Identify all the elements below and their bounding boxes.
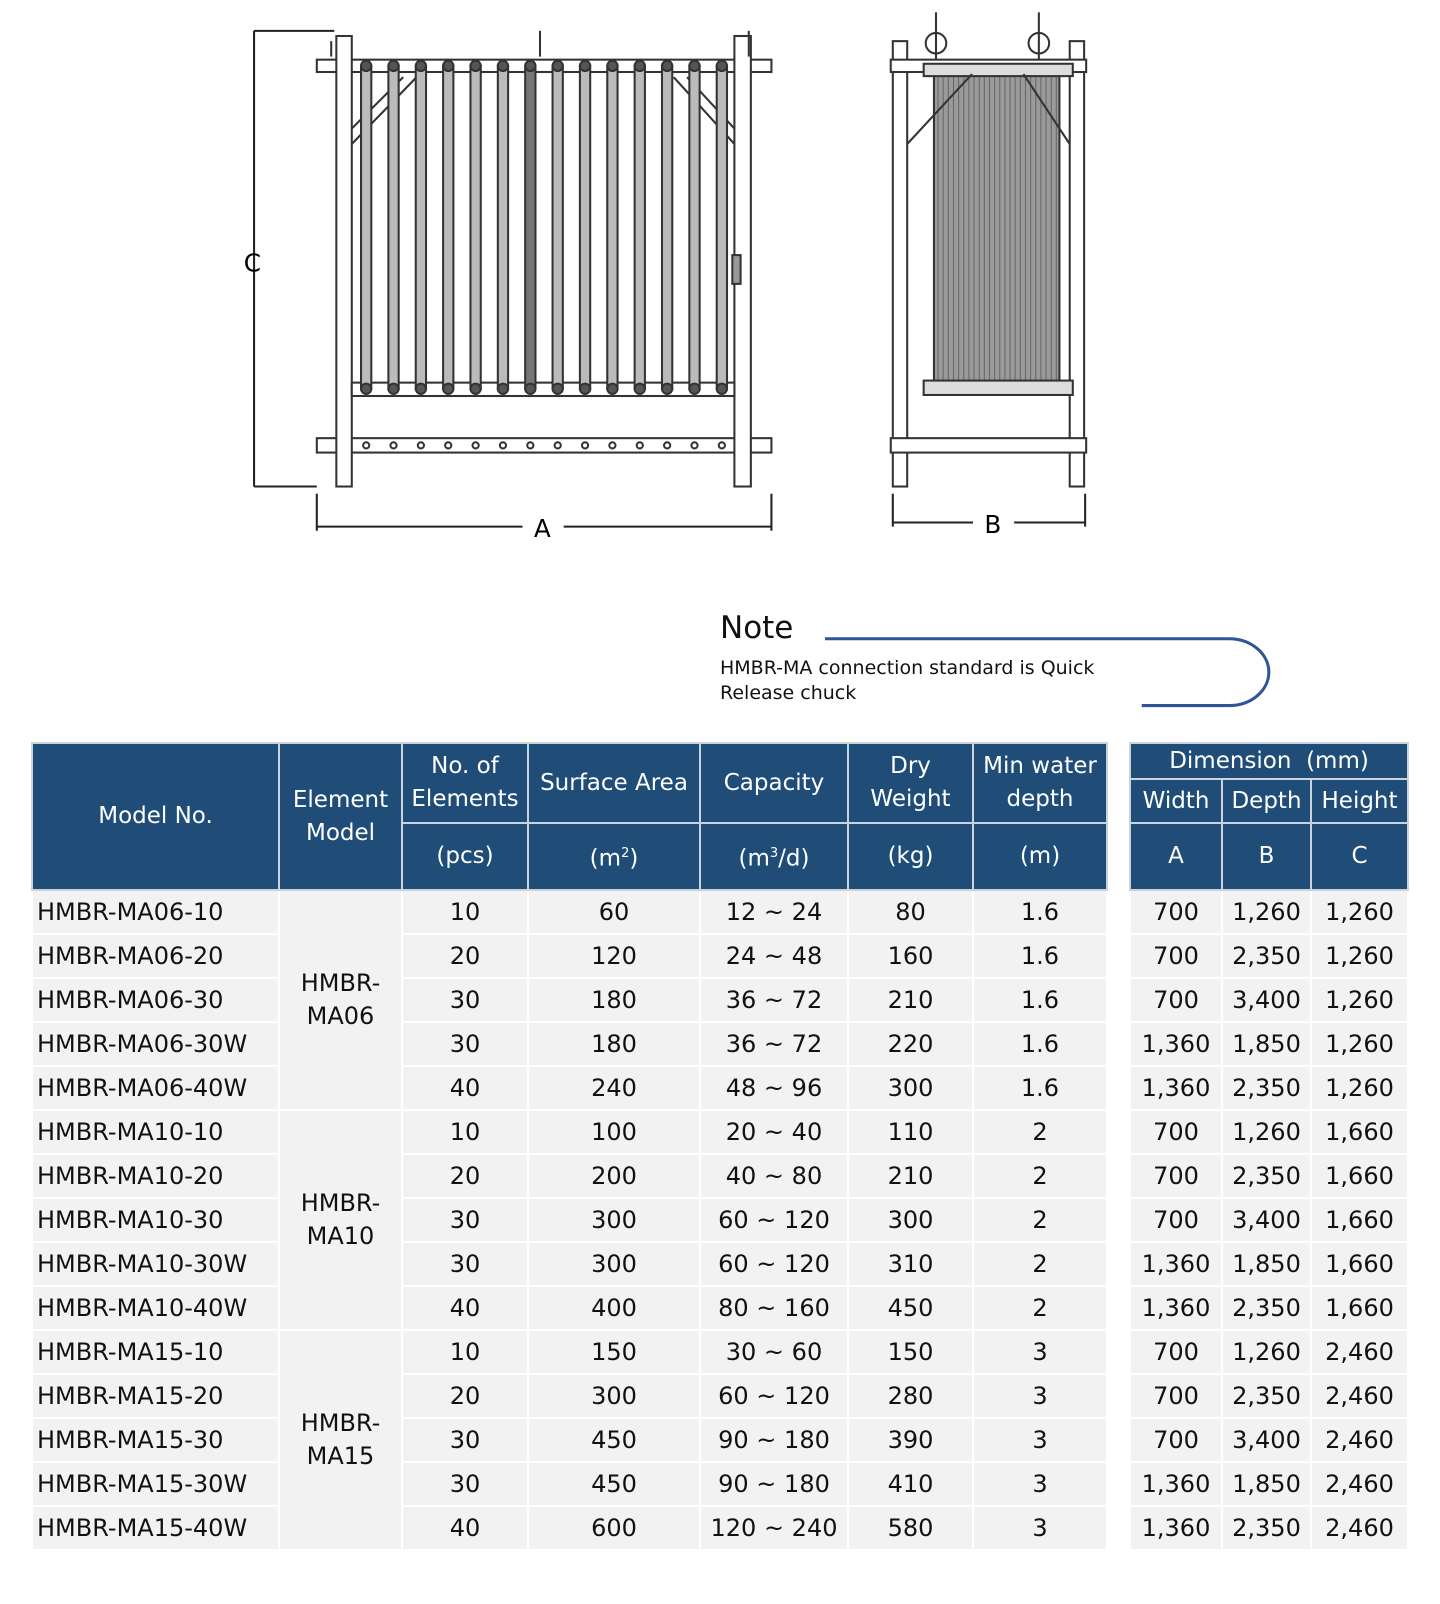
cell-height-c: 1,660: [1311, 1242, 1408, 1286]
element-connector: [607, 384, 617, 394]
cell-dry-weight: 110: [848, 1110, 973, 1154]
element-connector: [662, 61, 672, 71]
table-row: [32, 1110, 1107, 1154]
header-model-no: Model No.: [32, 743, 279, 890]
cell-model-no: HMBR-MA15-30: [32, 1418, 279, 1462]
cell-height-c: 1,660: [1311, 1154, 1408, 1198]
cell-width-a: 1,360: [1130, 1286, 1222, 1330]
cell-depth-b: 1,850: [1222, 1022, 1311, 1066]
cell-depth-b: 1,260: [1222, 890, 1311, 934]
cell-elements: 20: [402, 1154, 528, 1198]
table-row: [1130, 1154, 1408, 1198]
cell-width-a: 700: [1130, 1154, 1222, 1198]
header-min-water-depth: Min water depth: [973, 743, 1107, 823]
cell-dry-weight: 450: [848, 1286, 973, 1330]
cell-elements: 10: [402, 890, 528, 934]
membrane-element: [717, 66, 727, 389]
cell-surface-area: 450: [528, 1462, 700, 1506]
cell-model-no: HMBR-MA10-40W: [32, 1286, 279, 1330]
cell-width-a: 1,360: [1130, 1022, 1222, 1066]
cell-model-no: HMBR-MA06-30W: [32, 1022, 279, 1066]
cell-depth-b: 2,350: [1222, 1154, 1311, 1198]
table-row: [1130, 934, 1408, 978]
table-row: [1130, 1462, 1408, 1506]
cell-depth-b: 3,400: [1222, 1198, 1311, 1242]
cell-height-c: 2,460: [1311, 1330, 1408, 1374]
membrane-element: [635, 66, 645, 389]
element-connector: [525, 61, 535, 71]
table-row: [32, 1374, 1107, 1418]
header-c: C: [1311, 823, 1408, 890]
element-connector: [361, 384, 371, 394]
table-row: [32, 1198, 1107, 1242]
cell-dry-weight: 280: [848, 1374, 973, 1418]
cell-surface-area: 60: [528, 890, 700, 934]
front-view: [317, 31, 772, 487]
cell-depth-b: 2,350: [1222, 1506, 1311, 1550]
cell-dry-weight: 300: [848, 1198, 973, 1242]
cell-elements: 20: [402, 1374, 528, 1418]
table-row: [1130, 1066, 1408, 1110]
cell-capacity: 48 ~ 96: [700, 1066, 848, 1110]
unit-kg: (kg): [848, 823, 973, 890]
table-row: [32, 1418, 1107, 1462]
cell-model-no: HMBR-MA15-20: [32, 1374, 279, 1418]
cell-surface-area: 100: [528, 1110, 700, 1154]
cell-depth-b: 3,400: [1222, 1418, 1311, 1462]
cell-surface-area: 300: [528, 1242, 700, 1286]
cell-min-water-depth: 2: [973, 1154, 1107, 1198]
cell-width-a: 1,360: [1130, 1242, 1222, 1286]
cell-width-a: 700: [1130, 934, 1222, 978]
cell-depth-b: 2,350: [1222, 1066, 1311, 1110]
cell-width-a: 700: [1130, 1198, 1222, 1242]
element-connector: [689, 384, 699, 394]
element-connector: [388, 61, 398, 71]
cell-min-water-depth: 3: [973, 1462, 1107, 1506]
cell-surface-area: 400: [528, 1286, 700, 1330]
table-row: [32, 1330, 1107, 1374]
cell-model-no: HMBR-MA06-40W: [32, 1066, 279, 1110]
cell-dry-weight: 210: [848, 1154, 973, 1198]
membrane-element: [689, 66, 699, 389]
cell-capacity: 90 ~ 180: [700, 1462, 848, 1506]
element-connector: [470, 61, 480, 71]
cell-elements: 30: [402, 1198, 528, 1242]
cell-min-water-depth: 2: [973, 1110, 1107, 1154]
cell-element-model: HMBR- MA06: [279, 890, 402, 1110]
cell-surface-area: 120: [528, 934, 700, 978]
cell-width-a: 1,360: [1130, 1506, 1222, 1550]
cell-min-water-depth: 2: [973, 1286, 1107, 1330]
membrane-element: [416, 66, 426, 389]
membrane-element: [470, 66, 480, 389]
header-capacity: Capacity: [700, 743, 848, 823]
table-row: [32, 1506, 1107, 1550]
cell-model-no: HMBR-MA15-40W: [32, 1506, 279, 1550]
cell-height-c: 1,260: [1311, 890, 1408, 934]
cell-capacity: 40 ~ 80: [700, 1154, 848, 1198]
table-row: [32, 934, 1107, 978]
table-row: [1130, 1242, 1408, 1286]
element-connector: [498, 384, 508, 394]
cell-elements: 30: [402, 1022, 528, 1066]
cell-dry-weight: 300: [848, 1066, 973, 1110]
cell-depth-b: 1,850: [1222, 1462, 1311, 1506]
table-row: [1130, 1022, 1408, 1066]
cell-elements: 10: [402, 1330, 528, 1374]
membrane-elements: [361, 61, 727, 394]
element-connector: [580, 384, 590, 394]
membrane-element: [361, 66, 371, 389]
header-dimension: Dimension (mm): [1130, 743, 1408, 779]
cell-height-c: 2,460: [1311, 1506, 1408, 1550]
cell-elements: 30: [402, 1462, 528, 1506]
cell-capacity: 60 ~ 120: [700, 1198, 848, 1242]
dimension-c-label: C: [243, 248, 262, 278]
cell-dry-weight: 160: [848, 934, 973, 978]
table-row: [1130, 1418, 1408, 1462]
cell-width-a: 700: [1130, 1110, 1222, 1154]
header-width: Width: [1130, 779, 1222, 823]
cell-capacity: 24 ~ 48: [700, 934, 848, 978]
header-b: B: [1222, 823, 1311, 890]
element-connector: [388, 384, 398, 394]
note-text: HMBR-MA connection standard is Quick Release chuck: [720, 657, 1095, 704]
note: [720, 610, 1140, 706]
cell-model-no: HMBR-MA15-30W: [32, 1462, 279, 1506]
cell-model-no: HMBR-MA06-10: [32, 890, 279, 934]
table-row: [1130, 890, 1408, 934]
cell-width-a: 700: [1130, 978, 1222, 1022]
unit-m2: $(m^2)$: [528, 823, 700, 890]
membrane-element: [525, 66, 535, 389]
element-connector: [717, 61, 727, 71]
cell-width-a: 1,360: [1130, 1462, 1222, 1506]
cell-width-a: 700: [1130, 1374, 1222, 1418]
cell-min-water-depth: 1.6: [973, 934, 1107, 978]
cell-capacity: 36 ~ 72: [700, 978, 848, 1022]
dimension-table: [1129, 742, 1409, 1551]
table-row: [32, 1286, 1107, 1330]
cell-model-no: HMBR-MA10-10: [32, 1110, 279, 1154]
cell-width-a: 700: [1130, 1418, 1222, 1462]
cell-capacity: 36 ~ 72: [700, 1022, 848, 1066]
membrane-element: [607, 66, 617, 389]
membrane-element: [662, 66, 672, 389]
table-row: [32, 1154, 1107, 1198]
cell-model-no: HMBR-MA10-20: [32, 1154, 279, 1198]
element-connector: [689, 61, 699, 71]
cell-dry-weight: 390: [848, 1418, 973, 1462]
side-view: [891, 12, 1086, 486]
membrane-element: [498, 66, 508, 389]
table-row: [32, 1066, 1107, 1110]
unit-m: (m): [973, 823, 1107, 890]
cell-min-water-depth: 2: [973, 1198, 1107, 1242]
cell-model-no: HMBR-MA10-30W: [32, 1242, 279, 1286]
cell-capacity: 12 ~ 24: [700, 890, 848, 934]
cell-capacity: 60 ~ 120: [700, 1242, 848, 1286]
cell-elements: 40: [402, 1506, 528, 1550]
header-element-model: Element Model: [279, 743, 402, 890]
element-connector: [607, 61, 617, 71]
cell-dry-weight: 410: [848, 1462, 973, 1506]
cell-surface-area: 600: [528, 1506, 700, 1550]
cell-elements: 40: [402, 1066, 528, 1110]
cell-model-no: HMBR-MA06-30: [32, 978, 279, 1022]
element-connector: [498, 61, 508, 71]
cell-dry-weight: 220: [848, 1022, 973, 1066]
cell-elements: 40: [402, 1286, 528, 1330]
cell-dry-weight: 210: [848, 978, 973, 1022]
cell-min-water-depth: 1.6: [973, 1022, 1107, 1066]
cell-surface-area: 300: [528, 1374, 700, 1418]
cell-depth-b: 3,400: [1222, 978, 1311, 1022]
cell-height-c: 1,660: [1311, 1110, 1408, 1154]
table-row: [1130, 1286, 1408, 1330]
table-row: [1130, 978, 1408, 1022]
element-connector: [553, 384, 563, 394]
membrane-element: [388, 66, 398, 389]
cell-capacity: 80 ~ 160: [700, 1286, 848, 1330]
cell-capacity: 90 ~ 180: [700, 1418, 848, 1462]
cell-height-c: 1,260: [1311, 934, 1408, 978]
element-connector: [416, 384, 426, 394]
cell-capacity: 20 ~ 40: [700, 1110, 848, 1154]
element-connector: [553, 61, 563, 71]
header-a: A: [1130, 823, 1222, 890]
cell-elements: 10: [402, 1110, 528, 1154]
cell-dry-weight: 150: [848, 1330, 973, 1374]
dimension-a-label: A: [533, 513, 551, 543]
cell-surface-area: 300: [528, 1198, 700, 1242]
cell-surface-area: 180: [528, 1022, 700, 1066]
dimension-b-label: B: [984, 509, 1002, 539]
cell-min-water-depth: 3: [973, 1418, 1107, 1462]
unit-pcs: (pcs): [402, 823, 528, 890]
cell-capacity: 60 ~ 120: [700, 1374, 848, 1418]
table-row: [1130, 1198, 1408, 1242]
header-height: Height: [1311, 779, 1408, 823]
cell-capacity: 30 ~ 60: [700, 1330, 848, 1374]
cell-element-model: HMBR- MA15: [279, 1330, 402, 1550]
cell-min-water-depth: 2: [973, 1242, 1107, 1286]
cell-depth-b: 2,350: [1222, 1374, 1311, 1418]
table-row: [32, 1022, 1107, 1066]
cell-dry-weight: 80: [848, 890, 973, 934]
cell-width-a: 700: [1130, 1330, 1222, 1374]
cell-element-model: HMBR- MA10: [279, 1110, 402, 1330]
cell-height-c: 1,260: [1311, 978, 1408, 1022]
cell-height-c: 1,260: [1311, 1022, 1408, 1066]
cell-surface-area: 150: [528, 1330, 700, 1374]
cell-height-c: 2,460: [1311, 1374, 1408, 1418]
cell-width-a: 1,360: [1130, 1066, 1222, 1110]
cell-depth-b: 1,260: [1222, 1110, 1311, 1154]
cell-height-c: 2,460: [1311, 1418, 1408, 1462]
unit-m3-per-day: $(m^3/d)$: [700, 823, 848, 890]
element-connector: [470, 384, 480, 394]
table-row: [1130, 1506, 1408, 1550]
cell-width-a: 700: [1130, 890, 1222, 934]
cell-min-water-depth: 3: [973, 1374, 1107, 1418]
element-connector: [635, 61, 645, 71]
cell-surface-area: 450: [528, 1418, 700, 1462]
cell-dry-weight: 310: [848, 1242, 973, 1286]
element-connector: [717, 384, 727, 394]
cell-min-water-depth: 1.6: [973, 978, 1107, 1022]
header-depth: Depth: [1222, 779, 1311, 823]
note-title: Note: [720, 610, 794, 646]
cell-min-water-depth: 1.6: [973, 1066, 1107, 1110]
cell-elements: 20: [402, 934, 528, 978]
cell-min-water-depth: 1.6: [973, 890, 1107, 934]
element-connector: [416, 61, 426, 71]
element-connector: [635, 384, 645, 394]
element-connector: [361, 61, 371, 71]
element-connector: [443, 61, 453, 71]
cell-elements: 30: [402, 1242, 528, 1286]
specification-table: [31, 742, 1108, 1551]
cell-depth-b: 2,350: [1222, 1286, 1311, 1330]
element-connector: [580, 61, 590, 71]
cell-depth-b: 1,260: [1222, 1330, 1311, 1374]
cell-min-water-depth: 3: [973, 1506, 1107, 1550]
table-row: [32, 1242, 1107, 1286]
table-row: [1130, 1110, 1408, 1154]
cell-height-c: 1,660: [1311, 1198, 1408, 1242]
cell-model-no: HMBR-MA06-20: [32, 934, 279, 978]
cell-capacity: 120 ~ 240: [700, 1506, 848, 1550]
cell-elements: 30: [402, 978, 528, 1022]
cell-surface-area: 200: [528, 1154, 700, 1198]
header-dry-weight: Dry Weight: [848, 743, 973, 823]
element-connector: [525, 384, 535, 394]
cell-dry-weight: 580: [848, 1506, 973, 1550]
cell-height-c: 1,660: [1311, 1286, 1408, 1330]
cell-surface-area: 180: [528, 978, 700, 1022]
membrane-element: [443, 66, 453, 389]
cell-depth-b: 2,350: [1222, 934, 1311, 978]
element-connector: [443, 384, 453, 394]
membrane-element: [553, 66, 563, 389]
element-connector: [662, 384, 672, 394]
table-row: [32, 890, 1107, 934]
cell-height-c: 2,460: [1311, 1462, 1408, 1506]
dimension-c: [254, 31, 334, 487]
header-no-of-elements: No. of Elements: [402, 743, 528, 823]
table-row: [1130, 1374, 1408, 1418]
table-row: [32, 1462, 1107, 1506]
cell-height-c: 1,260: [1311, 1066, 1408, 1110]
cell-model-no: HMBR-MA15-10: [32, 1330, 279, 1374]
cell-elements: 30: [402, 1418, 528, 1462]
header-surface-area: Surface Area: [528, 743, 700, 823]
cell-surface-area: 240: [528, 1066, 700, 1110]
cell-min-water-depth: 3: [973, 1330, 1107, 1374]
cell-depth-b: 1,850: [1222, 1242, 1311, 1286]
table-row: [1130, 1330, 1408, 1374]
table-row: [32, 978, 1107, 1022]
membrane-element: [580, 66, 590, 389]
cell-model-no: HMBR-MA10-30: [32, 1198, 279, 1242]
